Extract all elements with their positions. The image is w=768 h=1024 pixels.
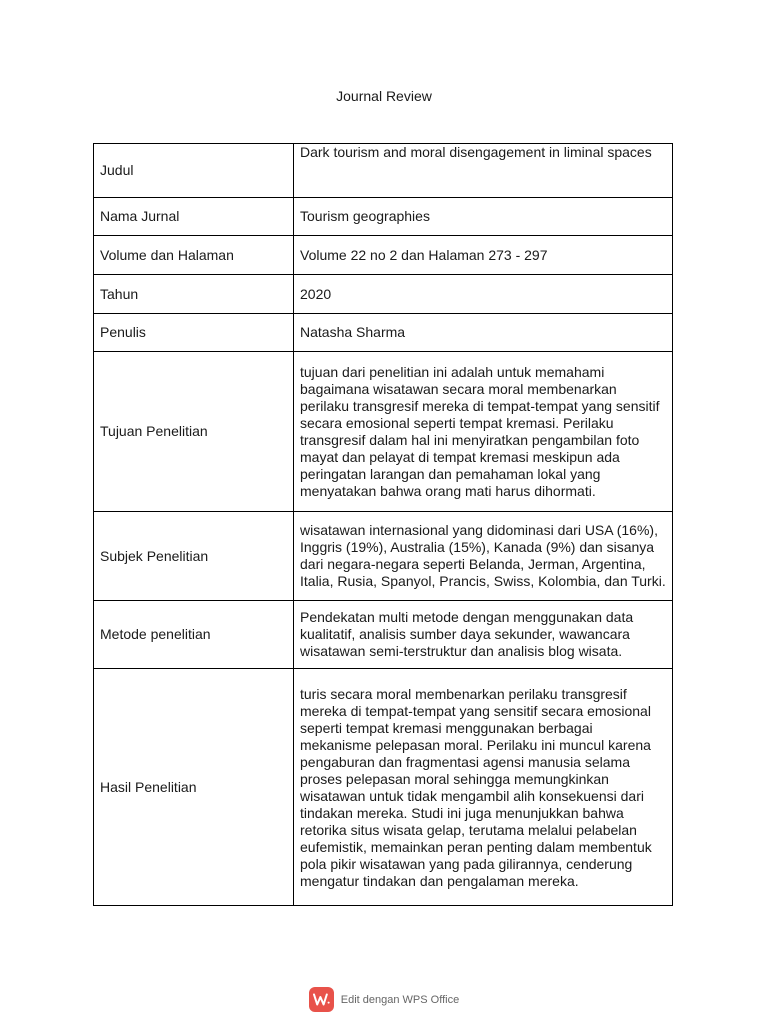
row-label-volume: Volume dan Halaman <box>94 236 294 275</box>
row-value-tujuan: tujuan dari penelitian ini adalah untuk memahami bagaimana wisatawan secara moral membenarkan perilaku transgresif mereka di tempat-tempat yang sensitif secara emosional seperti tempat kremasi. Perilaku transgresif dalam hal ini menyiratkan pengambilan foto mayat dan pelayat di tempat kremasi meskipun ada peringatan larangan dan pemahaman lokal yang menyatakan bahwa orang mati harus dihormati. <box>294 352 673 512</box>
wps-footer-text[interactable]: Edit dengan WPS Office <box>340 993 460 1006</box>
row-value-subjek: wisatawan internasional yang didominasi dari USA (16%), Inggris (19%), Australia (15%), Kanada (9%) dan sisanya dari negara-negara seperti Belanda, Jerman, Argentina, Italia, Rusia, Spanyol, Prancis, Swiss, Kolombia, dan Turki. <box>294 512 673 601</box>
row-label-hasil: Hasil Penelitian <box>94 669 294 906</box>
table-row <box>94 314 673 352</box>
table-row <box>94 601 673 669</box>
row-value-nama-jurnal: Tourism geographies <box>294 198 673 236</box>
table-row <box>94 198 673 236</box>
row-value-judul: Dark tourism and moral disengagement in liminal spaces <box>294 144 673 198</box>
row-label-judul: Judul <box>94 144 294 198</box>
table-row <box>94 275 673 314</box>
row-label-metode: Metode penelitian <box>94 601 294 669</box>
row-value-penulis: Natasha Sharma <box>294 314 673 352</box>
document-title: Journal Review <box>336 88 432 104</box>
table-row <box>94 512 673 601</box>
journal-review-table <box>93 143 673 906</box>
row-value-hasil: turis secara moral membenarkan perilaku transgresif mereka di tempat-tempat yang sensitif secara emosional seperti tempat kremasi menggunakan berbagai mekanisme pelepasan moral. Perilaku ini muncul karena pengaburan dan fragmentasi agensi manusia selama proses pelepasan moral sehingga memungkinkan wisatawan untuk tidak mengambil alih konsekuensi dari tindakan mereka. Studi ini juga menunjukkan bahwa retorika situs wisata gelap, terutama melalui pelabelan eufemistik, memainkan peran penting dalam membentuk pola pikir wisatawan yang pada gilirannya, cenderung mengatur tindakan dan pengalaman mereka. <box>294 669 673 906</box>
table-row <box>94 144 673 198</box>
wps-logo-icon <box>309 987 334 1012</box>
table-row <box>94 669 673 906</box>
row-value-metode: Pendekatan multi metode dengan menggunakan data kualitatif, analisis sumber daya sekunder, wawancara wisatawan semi-terstruktur dan analisis blog wisata. <box>294 601 673 669</box>
table-row <box>94 236 673 275</box>
row-value-volume: Volume 22 no 2 dan Halaman 273 - 297 <box>294 236 673 275</box>
row-label-tahun: Tahun <box>94 275 294 314</box>
table-row <box>94 352 673 512</box>
row-label-penulis: Penulis <box>94 314 294 352</box>
wps-footer[interactable] <box>0 987 768 1012</box>
row-label-tujuan: Tujuan Penelitian <box>94 352 294 512</box>
row-label-subjek: Subjek Penelitian <box>94 512 294 601</box>
row-label-nama-jurnal: Nama Jurnal <box>94 198 294 236</box>
row-value-tahun: 2020 <box>294 275 673 314</box>
